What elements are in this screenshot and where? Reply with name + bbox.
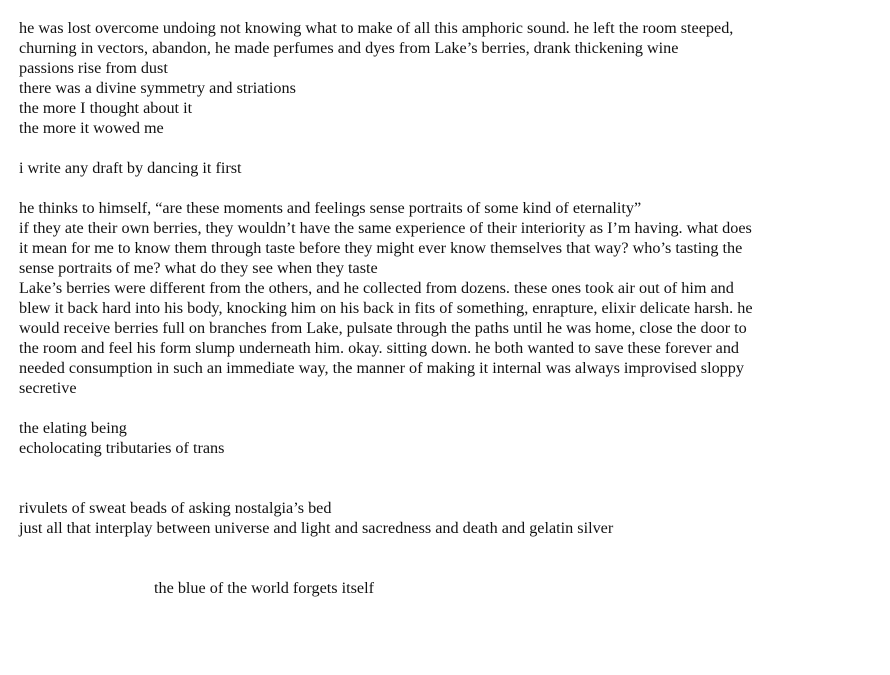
text-line: it mean for me to know them through taste before they might ever know themselves that way? who’s tasting the <box>19 239 743 257</box>
text-line: there was a divine symmetry and striations <box>19 79 296 97</box>
paragraph-3 <box>19 198 879 398</box>
paragraph-6 <box>19 578 879 598</box>
text-line: the elating being <box>19 419 127 437</box>
text-line: he thinks to himself, “are these moments and feelings sense portraits of some kind of eternality” <box>19 199 642 217</box>
blank-line <box>19 178 879 198</box>
text-line: churning in vectors, abandon, he made perfumes and dyes from Lake’s berries, drank thickening wine <box>19 39 679 57</box>
blank-lines <box>19 538 879 578</box>
text-line: sense portraits of me? what do they see when they taste <box>19 259 378 277</box>
paragraph-2 <box>19 158 879 178</box>
paragraph-1 <box>19 18 879 138</box>
text-line: he was lost overcome undoing not knowing what to make of all this amphoric sound. he left the room steeped, <box>19 19 734 37</box>
blank-line <box>19 138 879 158</box>
indented-final-line: the blue of the world forgets itself <box>154 579 374 597</box>
document-page <box>19 18 879 598</box>
text-line: Lake’s berries were different from the others, and he collected from dozens. these ones took air out of him and <box>19 279 734 297</box>
text-line: secretive <box>19 379 77 397</box>
text-line: echolocating tributaries of trans <box>19 439 225 457</box>
text-line: passions rise from dust <box>19 59 168 77</box>
text-line: the room and feel his form slump underneath him. okay. sitting down. he both wanted to save these forever and <box>19 339 740 357</box>
text-line: i write any draft by dancing it first <box>19 159 242 177</box>
text-line: would receive berries full on branches from Lake, pulsate through the paths until he was home, close the door to <box>19 319 747 337</box>
text-line: the more it wowed me <box>19 119 164 137</box>
blank-line <box>19 398 879 418</box>
paragraph-4 <box>19 418 879 458</box>
text-line: needed consumption in such an immediate way, the manner of making it internal was always improvised sloppy <box>19 359 744 377</box>
text-line: rivulets of sweat beads of asking nostalgia’s bed <box>19 499 332 517</box>
text-line: if they ate their own berries, they wouldn’t have the same experience of their interiority as I’m having. what does <box>19 219 752 237</box>
text-line: blew it back hard into his body, knocking him on his back in fits of something, enrapture, elixir delicate harsh. he <box>19 299 753 317</box>
blank-lines <box>19 458 879 498</box>
paragraph-5 <box>19 498 879 538</box>
text-line: the more I thought about it <box>19 99 193 117</box>
text-line: just all that interplay between universe and light and sacredness and death and gelatin silver <box>19 519 614 537</box>
